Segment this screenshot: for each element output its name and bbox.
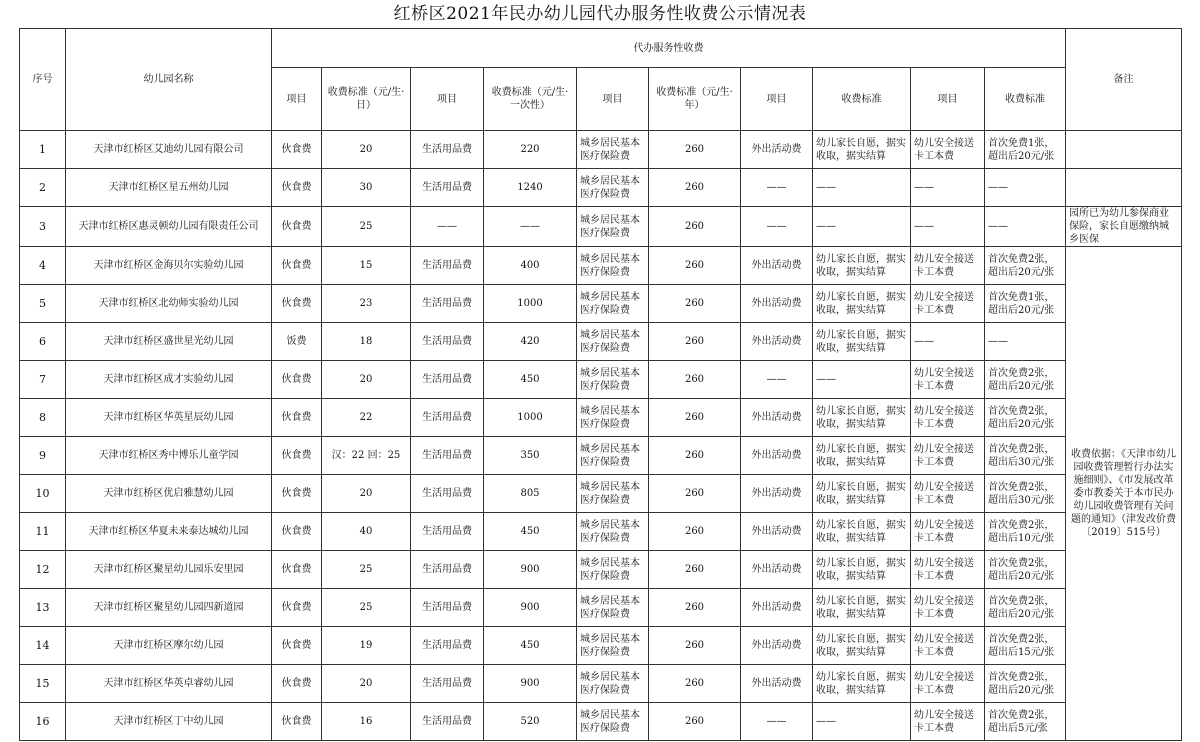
card-fee-value: 首次免费2张，超出后20元/张: [985, 589, 1066, 627]
card-fee-value: 首次免费1张，超出后20元/张: [985, 131, 1066, 169]
daily-goods-item: 生活用品费: [411, 627, 484, 665]
seq-cell: 8: [20, 399, 66, 437]
card-fee-value: 首次免费2张，超出后5元/张: [985, 703, 1066, 741]
card-fee-item: 幼儿安全接送卡工本费: [911, 665, 985, 703]
card-fee-item: 幼儿安全接送卡工本费: [911, 627, 985, 665]
activity-fee-item: 外出活动费: [741, 627, 813, 665]
seq-cell: 15: [20, 665, 66, 703]
daily-goods-value: 1000: [484, 285, 577, 323]
header-item: 项目: [911, 68, 985, 131]
card-fee-item: 幼儿安全接送卡工本费: [911, 399, 985, 437]
daily-goods-value: 350: [484, 437, 577, 475]
table-row: [20, 361, 1182, 399]
daily-goods-value: 520: [484, 703, 577, 741]
fee-table: [19, 28, 1182, 741]
medical-insurance-value: 260: [649, 513, 741, 551]
daily-goods-item: 生活用品费: [411, 665, 484, 703]
kindergarten-name: 天津市红桥区聚星幼儿园四新道园: [66, 589, 272, 627]
daily-goods-value: 900: [484, 665, 577, 703]
remark-empty: [1066, 169, 1182, 207]
food-fee-value: 25: [322, 551, 411, 589]
remark-insurance-note: 园所已为幼儿参保商业保险，家长自愿缴纳城乡医保: [1066, 207, 1182, 247]
medical-insurance-value: 260: [649, 551, 741, 589]
food-fee-value: 25: [322, 589, 411, 627]
medical-insurance-item: 城乡居民基本医疗保险费: [577, 361, 649, 399]
activity-fee-value: 幼儿家长自愿，据实收取，据实结算: [813, 285, 911, 323]
medical-insurance-item: 城乡居民基本医疗保险费: [577, 627, 649, 665]
daily-goods-item: 生活用品费: [411, 513, 484, 551]
daily-goods-item: 生活用品费: [411, 475, 484, 513]
food-fee-value: 汉：22 回：25: [322, 437, 411, 475]
food-fee-value: 19: [322, 627, 411, 665]
header-std: 收费标准（元/生· 一次性）: [484, 68, 577, 131]
header-std: 收费标准（元/生·年）: [649, 68, 741, 131]
card-fee-item: 幼儿安全接送卡工本费: [911, 513, 985, 551]
table-row: [20, 399, 1182, 437]
medical-insurance-item: 城乡居民基本医疗保险费: [577, 589, 649, 627]
activity-fee-item: ——: [741, 361, 813, 399]
medical-insurance-value: 260: [649, 323, 741, 361]
food-fee-item: 伙食费: [272, 169, 322, 207]
kindergarten-name: 天津市红桥区盛世星光幼儿园: [66, 323, 272, 361]
card-fee-item: 幼儿安全接送卡工本费: [911, 703, 985, 741]
daily-goods-item: 生活用品费: [411, 437, 484, 475]
medical-insurance-item: 城乡居民基本医疗保险费: [577, 551, 649, 589]
activity-fee-value: 幼儿家长自愿，据实收取，据实结算: [813, 589, 911, 627]
card-fee-value: 首次免费1张，超出后20元/张: [985, 285, 1066, 323]
table-row: [20, 513, 1182, 551]
table-row: [20, 247, 1182, 285]
food-fee-value: 20: [322, 361, 411, 399]
daily-goods-value: 1000: [484, 399, 577, 437]
table-row: [20, 703, 1182, 741]
seq-cell: 2: [20, 169, 66, 207]
food-fee-item: 饭费: [272, 323, 322, 361]
medical-insurance-value: 260: [649, 361, 741, 399]
medical-insurance-item: 城乡居民基本医疗保险费: [577, 399, 649, 437]
daily-goods-value: 1240: [484, 169, 577, 207]
food-fee-item: 伙食费: [272, 247, 322, 285]
remark-fee-basis: 收费依据：《天津市幼儿园收费管理暂行办法实施细则》、《市发展改革委市教委关于本市民办幼儿园收费管理有关问题的通知》（津发改价费〔2019〕515号）: [1066, 247, 1182, 741]
seq-cell: 4: [20, 247, 66, 285]
daily-goods-value: 450: [484, 513, 577, 551]
header-name: 幼儿园名称: [66, 29, 272, 131]
activity-fee-value: 幼儿家长自愿，据实收取，据实结算: [813, 323, 911, 361]
card-fee-item: 幼儿安全接送卡工本费: [911, 437, 985, 475]
medical-insurance-item: 城乡居民基本医疗保险费: [577, 207, 649, 247]
food-fee-value: 23: [322, 285, 411, 323]
card-fee-item: 幼儿安全接送卡工本费: [911, 285, 985, 323]
header-std: 收费标准: [985, 68, 1066, 131]
food-fee-item: 伙食费: [272, 437, 322, 475]
daily-goods-item: 生活用品费: [411, 131, 484, 169]
kindergarten-name: 天津市红桥区摩尔幼儿园: [66, 627, 272, 665]
card-fee-item: ——: [911, 169, 985, 207]
card-fee-value: ——: [985, 207, 1066, 247]
table-row: [20, 285, 1182, 323]
activity-fee-item: ——: [741, 207, 813, 247]
kindergarten-name: 天津市红桥区艾迪幼儿园有限公司: [66, 131, 272, 169]
food-fee-value: 25: [322, 207, 411, 247]
food-fee-item: 伙食费: [272, 703, 322, 741]
header-std: 收费标准（元/生·日）: [322, 68, 411, 131]
daily-goods-item: ——: [411, 207, 484, 247]
food-fee-item: 伙食费: [272, 627, 322, 665]
card-fee-item: ——: [911, 323, 985, 361]
activity-fee-item: 外出活动费: [741, 665, 813, 703]
medical-insurance-value: 260: [649, 131, 741, 169]
card-fee-item: ——: [911, 207, 985, 247]
activity-fee-value: ——: [813, 207, 911, 247]
seq-cell: 11: [20, 513, 66, 551]
kindergarten-name: 天津市红桥区丁中幼儿园: [66, 703, 272, 741]
table-row: [20, 627, 1182, 665]
food-fee-item: 伙食费: [272, 513, 322, 551]
seq-cell: 6: [20, 323, 66, 361]
activity-fee-item: 外出活动费: [741, 323, 813, 361]
food-fee-value: 16: [322, 703, 411, 741]
table-row: [20, 551, 1182, 589]
card-fee-value: 首次免费2张，超出后20元/张: [985, 551, 1066, 589]
seq-cell: 7: [20, 361, 66, 399]
activity-fee-value: 幼儿家长自愿，据实收取，据实结算: [813, 627, 911, 665]
card-fee-value: 首次免费2张，超出后30元/张: [985, 475, 1066, 513]
daily-goods-item: 生活用品费: [411, 551, 484, 589]
table-row: [20, 589, 1182, 627]
kindergarten-name: 天津市红桥区北幼师实验幼儿园: [66, 285, 272, 323]
activity-fee-value: ——: [813, 703, 911, 741]
daily-goods-value: 220: [484, 131, 577, 169]
seq-cell: 1: [20, 131, 66, 169]
kindergarten-name: 天津市红桥区华英卓睿幼儿园: [66, 665, 272, 703]
medical-insurance-value: 260: [649, 589, 741, 627]
header-group: 代办服务性收费: [272, 29, 1066, 68]
card-fee-value: ——: [985, 169, 1066, 207]
medical-insurance-item: 城乡居民基本医疗保险费: [577, 475, 649, 513]
activity-fee-item: 外出活动费: [741, 589, 813, 627]
daily-goods-value: 450: [484, 627, 577, 665]
activity-fee-value: ——: [813, 361, 911, 399]
food-fee-item: 伙食费: [272, 589, 322, 627]
table-row: [20, 437, 1182, 475]
food-fee-item: 伙食费: [272, 665, 322, 703]
header-item: 项目: [577, 68, 649, 131]
daily-goods-value: ——: [484, 207, 577, 247]
food-fee-item: 伙食费: [272, 131, 322, 169]
activity-fee-item: 外出活动费: [741, 551, 813, 589]
food-fee-item: 伙食费: [272, 285, 322, 323]
card-fee-value: 首次免费2张，超出后10元/张: [985, 513, 1066, 551]
daily-goods-value: 450: [484, 361, 577, 399]
daily-goods-item: 生活用品费: [411, 589, 484, 627]
table-row: [20, 665, 1182, 703]
activity-fee-value: 幼儿家长自愿，据实收取，据实结算: [813, 475, 911, 513]
medical-insurance-value: 260: [649, 399, 741, 437]
daily-goods-value: 805: [484, 475, 577, 513]
kindergarten-name: 天津市红桥区星五州幼儿园: [66, 169, 272, 207]
medical-insurance-item: 城乡居民基本医疗保险费: [577, 703, 649, 741]
activity-fee-value: 幼儿家长自愿，据实收取，据实结算: [813, 399, 911, 437]
card-fee-value: 首次免费2张，超出后30元/张: [985, 437, 1066, 475]
seq-cell: 10: [20, 475, 66, 513]
kindergarten-name: 天津市红桥区成才实验幼儿园: [66, 361, 272, 399]
seq-cell: 12: [20, 551, 66, 589]
kindergarten-name: 天津市红桥区优启雅慧幼儿园: [66, 475, 272, 513]
card-fee-value: 首次免费2张，超出后15元/张: [985, 627, 1066, 665]
medical-insurance-value: 260: [649, 285, 741, 323]
seq-cell: 9: [20, 437, 66, 475]
medical-insurance-item: 城乡居民基本医疗保险费: [577, 169, 649, 207]
daily-goods-item: 生活用品费: [411, 285, 484, 323]
medical-insurance-item: 城乡居民基本医疗保险费: [577, 131, 649, 169]
activity-fee-value: 幼儿家长自愿，据实收取，据实结算: [813, 131, 911, 169]
activity-fee-item: 外出活动费: [741, 247, 813, 285]
medical-insurance-item: 城乡居民基本医疗保险费: [577, 437, 649, 475]
daily-goods-item: 生活用品费: [411, 703, 484, 741]
header-seq: 序号: [20, 29, 66, 131]
food-fee-item: 伙食费: [272, 399, 322, 437]
medical-insurance-value: 260: [649, 247, 741, 285]
kindergarten-name: 天津市红桥区金海贝尔实验幼儿园: [66, 247, 272, 285]
kindergarten-name: 天津市红桥区华英星辰幼儿园: [66, 399, 272, 437]
table-row: [20, 475, 1182, 513]
card-fee-item: 幼儿安全接送卡工本费: [911, 247, 985, 285]
medical-insurance-item: 城乡居民基本医疗保险费: [577, 513, 649, 551]
header-remark: 备注: [1066, 29, 1182, 131]
kindergarten-name: 天津市红桥区华夏未来泰达城幼儿园: [66, 513, 272, 551]
seq-cell: 13: [20, 589, 66, 627]
daily-goods-value: 420: [484, 323, 577, 361]
medical-insurance-value: 260: [649, 207, 741, 247]
remark-empty: [1066, 131, 1182, 169]
daily-goods-value: 400: [484, 247, 577, 285]
card-fee-item: 幼儿安全接送卡工本费: [911, 589, 985, 627]
daily-goods-item: 生活用品费: [411, 169, 484, 207]
daily-goods-item: 生活用品费: [411, 399, 484, 437]
food-fee-value: 15: [322, 247, 411, 285]
activity-fee-value: 幼儿家长自愿，据实收取，据实结算: [813, 247, 911, 285]
card-fee-value: 首次免费2张，超出后20元/张: [985, 361, 1066, 399]
activity-fee-item: 外出活动费: [741, 285, 813, 323]
table-row: [20, 169, 1182, 207]
card-fee-item: 幼儿安全接送卡工本费: [911, 475, 985, 513]
daily-goods-item: 生活用品费: [411, 323, 484, 361]
card-fee-item: 幼儿安全接送卡工本费: [911, 551, 985, 589]
card-fee-item: 幼儿安全接送卡工本费: [911, 361, 985, 399]
activity-fee-value: ——: [813, 169, 911, 207]
food-fee-item: 伙食费: [272, 361, 322, 399]
medical-insurance-value: 260: [649, 703, 741, 741]
medical-insurance-item: 城乡居民基本医疗保险费: [577, 285, 649, 323]
food-fee-item: 伙食费: [272, 551, 322, 589]
seq-cell: 14: [20, 627, 66, 665]
card-fee-value: 首次免费2张，超出后20元/张: [985, 247, 1066, 285]
table-row: [20, 131, 1182, 169]
seq-cell: 5: [20, 285, 66, 323]
kindergarten-name: 天津市红桥区惠灵顿幼儿园有限责任公司: [66, 207, 272, 247]
activity-fee-item: 外出活动费: [741, 131, 813, 169]
medical-insurance-item: 城乡居民基本医疗保险费: [577, 665, 649, 703]
medical-insurance-item: 城乡居民基本医疗保险费: [577, 323, 649, 361]
card-fee-value: 首次免费2张，超出后20元/张: [985, 399, 1066, 437]
medical-insurance-item: 城乡居民基本医疗保险费: [577, 247, 649, 285]
daily-goods-item: 生活用品费: [411, 247, 484, 285]
food-fee-value: 20: [322, 665, 411, 703]
activity-fee-value: 幼儿家长自愿，据实收取，据实结算: [813, 665, 911, 703]
medical-insurance-value: 260: [649, 665, 741, 703]
activity-fee-value: 幼儿家长自愿，据实收取，据实结算: [813, 551, 911, 589]
medical-insurance-value: 260: [649, 475, 741, 513]
activity-fee-item: ——: [741, 703, 813, 741]
activity-fee-item: 外出活动费: [741, 437, 813, 475]
activity-fee-item: 外出活动费: [741, 399, 813, 437]
card-fee-value: ——: [985, 323, 1066, 361]
seq-cell: 3: [20, 207, 66, 247]
food-fee-item: 伙食费: [272, 207, 322, 247]
daily-goods-value: 900: [484, 551, 577, 589]
daily-goods-value: 900: [484, 589, 577, 627]
daily-goods-item: 生活用品费: [411, 361, 484, 399]
table-row: [20, 323, 1182, 361]
header-item: 项目: [272, 68, 322, 131]
seq-cell: 16: [20, 703, 66, 741]
food-fee-value: 22: [322, 399, 411, 437]
medical-insurance-value: 260: [649, 437, 741, 475]
activity-fee-item: 外出活动费: [741, 475, 813, 513]
food-fee-value: 20: [322, 475, 411, 513]
header-std: 收费标准: [813, 68, 911, 131]
medical-insurance-value: 260: [649, 627, 741, 665]
food-fee-value: 40: [322, 513, 411, 551]
activity-fee-value: 幼儿家长自愿，据实收取，据实结算: [813, 513, 911, 551]
food-fee-value: 20: [322, 131, 411, 169]
header-item: 项目: [411, 68, 484, 131]
header-item: 项目: [741, 68, 813, 131]
card-fee-value: 首次免费2张，超出后20元/张: [985, 665, 1066, 703]
page-title: 红桥区2021年民办幼儿园代办服务性收费公示情况表: [393, 4, 807, 24]
activity-fee-value: 幼儿家长自愿，据实收取，据实结算: [813, 437, 911, 475]
kindergarten-name: 天津市红桥区聚星幼儿园乐安里园: [66, 551, 272, 589]
table-row: [20, 207, 1182, 247]
food-fee-value: 18: [322, 323, 411, 361]
food-fee-item: 伙食费: [272, 475, 322, 513]
activity-fee-item: ——: [741, 169, 813, 207]
kindergarten-name: 天津市红桥区秀中博乐儿童学园: [66, 437, 272, 475]
activity-fee-item: 外出活动费: [741, 513, 813, 551]
food-fee-value: 30: [322, 169, 411, 207]
medical-insurance-value: 260: [649, 169, 741, 207]
card-fee-item: 幼儿安全接送卡工本费: [911, 131, 985, 169]
